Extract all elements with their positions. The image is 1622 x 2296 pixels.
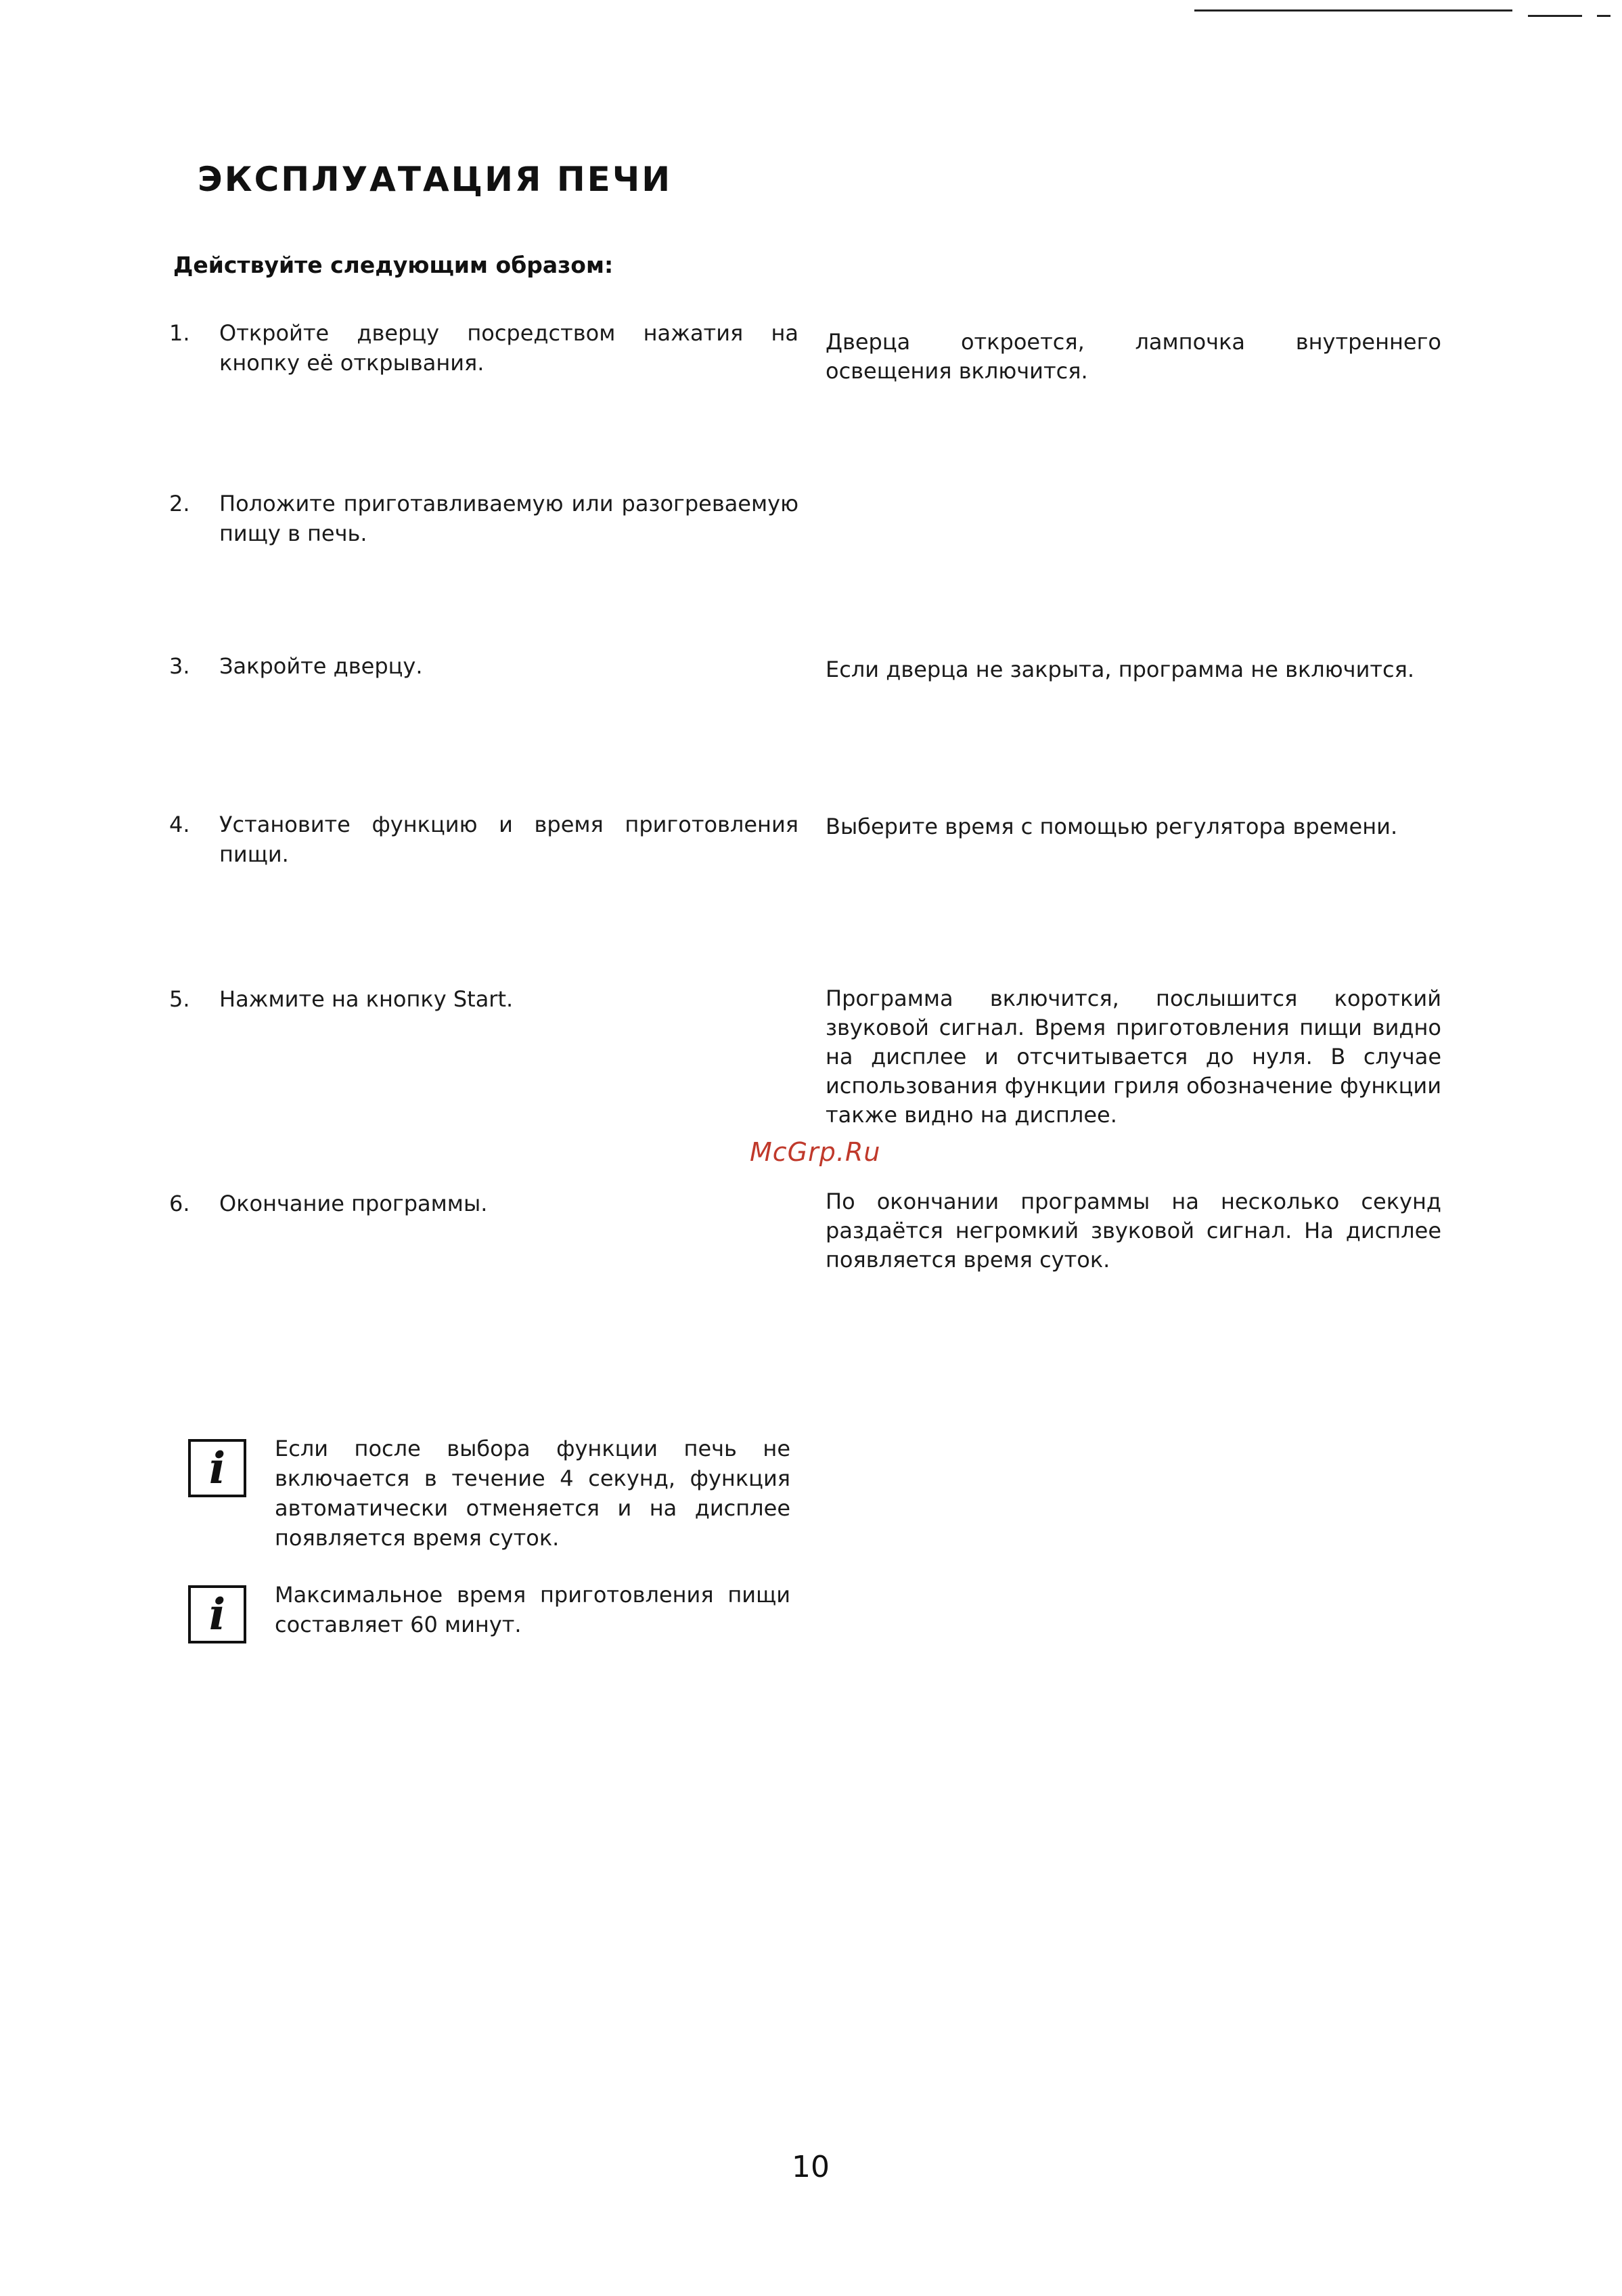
note-text: Максимальное время приготовления пищи составляет 60 минут. (275, 1582, 790, 1637)
step-3-result: Если дверца не закрыта, программа не включится. (826, 657, 1415, 682)
step-4-result: Выберите время с помощью регулятора времени. (826, 814, 1398, 839)
step-1 (169, 318, 798, 378)
scan-line-top-3 (1597, 15, 1610, 17)
step-1-result: Дверца откроется, лампочка внутреннего освещения включится. (826, 329, 1441, 384)
step-number: 5. (169, 986, 190, 1012)
step-action: Закройте дверцу. (219, 653, 423, 679)
note-text: Если после выбора функции печь не включается в течение 4 секунд, функция автоматически отменяется и на дисплее появляется время суток. (275, 1436, 790, 1551)
step-3 (169, 651, 798, 681)
info-note-1 (188, 1434, 790, 1553)
step-number: 1. (169, 320, 190, 346)
watermark: McGrp.Ru (750, 1137, 881, 1167)
step-6 (169, 1189, 798, 1218)
info-icon: i (188, 1439, 246, 1497)
step-number: 6. (169, 1191, 190, 1216)
step-action: Окончание программы. (219, 1191, 488, 1216)
step-number: 4. (169, 812, 190, 837)
instructions-subtitle: Действуйте следующим образом: (173, 252, 614, 278)
step-action: Откройте дверцу посредством нажатия на кнопку её открывания. (219, 320, 798, 376)
scan-line-top-2 (1528, 15, 1582, 17)
scan-line-top (1194, 9, 1512, 12)
page-number: 10 (792, 2150, 830, 2184)
step-action: Установите функцию и время приготовления пищи. (219, 812, 798, 867)
step-5 (169, 984, 798, 1014)
info-icon: i (188, 1585, 246, 1643)
step-action: Нажмите на кнопку Start. (219, 986, 514, 1012)
step-4 (169, 810, 798, 869)
step-6-result: По окончании программы на несколько секунд раздаётся негромкий звуковой сигнал. На дисплее появляется время суток. (826, 1189, 1441, 1273)
step-number: 2. (169, 491, 190, 516)
step-5-result: Программа включится, послышится короткий звуковой сигнал. Время приготовления пищи видно на дисплее и отсчитывается до нуля. В случае использования функции гриля обозначение функции также видно на дисплее. (826, 986, 1441, 1128)
info-note-2 (188, 1580, 790, 1639)
step-2 (169, 489, 798, 548)
step-action: Положите приготавливаемую или разогреваемую пищу в печь. (219, 491, 798, 546)
page-title: ЭКСПЛУАТАЦИЯ ПЕЧИ (198, 160, 673, 199)
step-number: 3. (169, 653, 190, 679)
